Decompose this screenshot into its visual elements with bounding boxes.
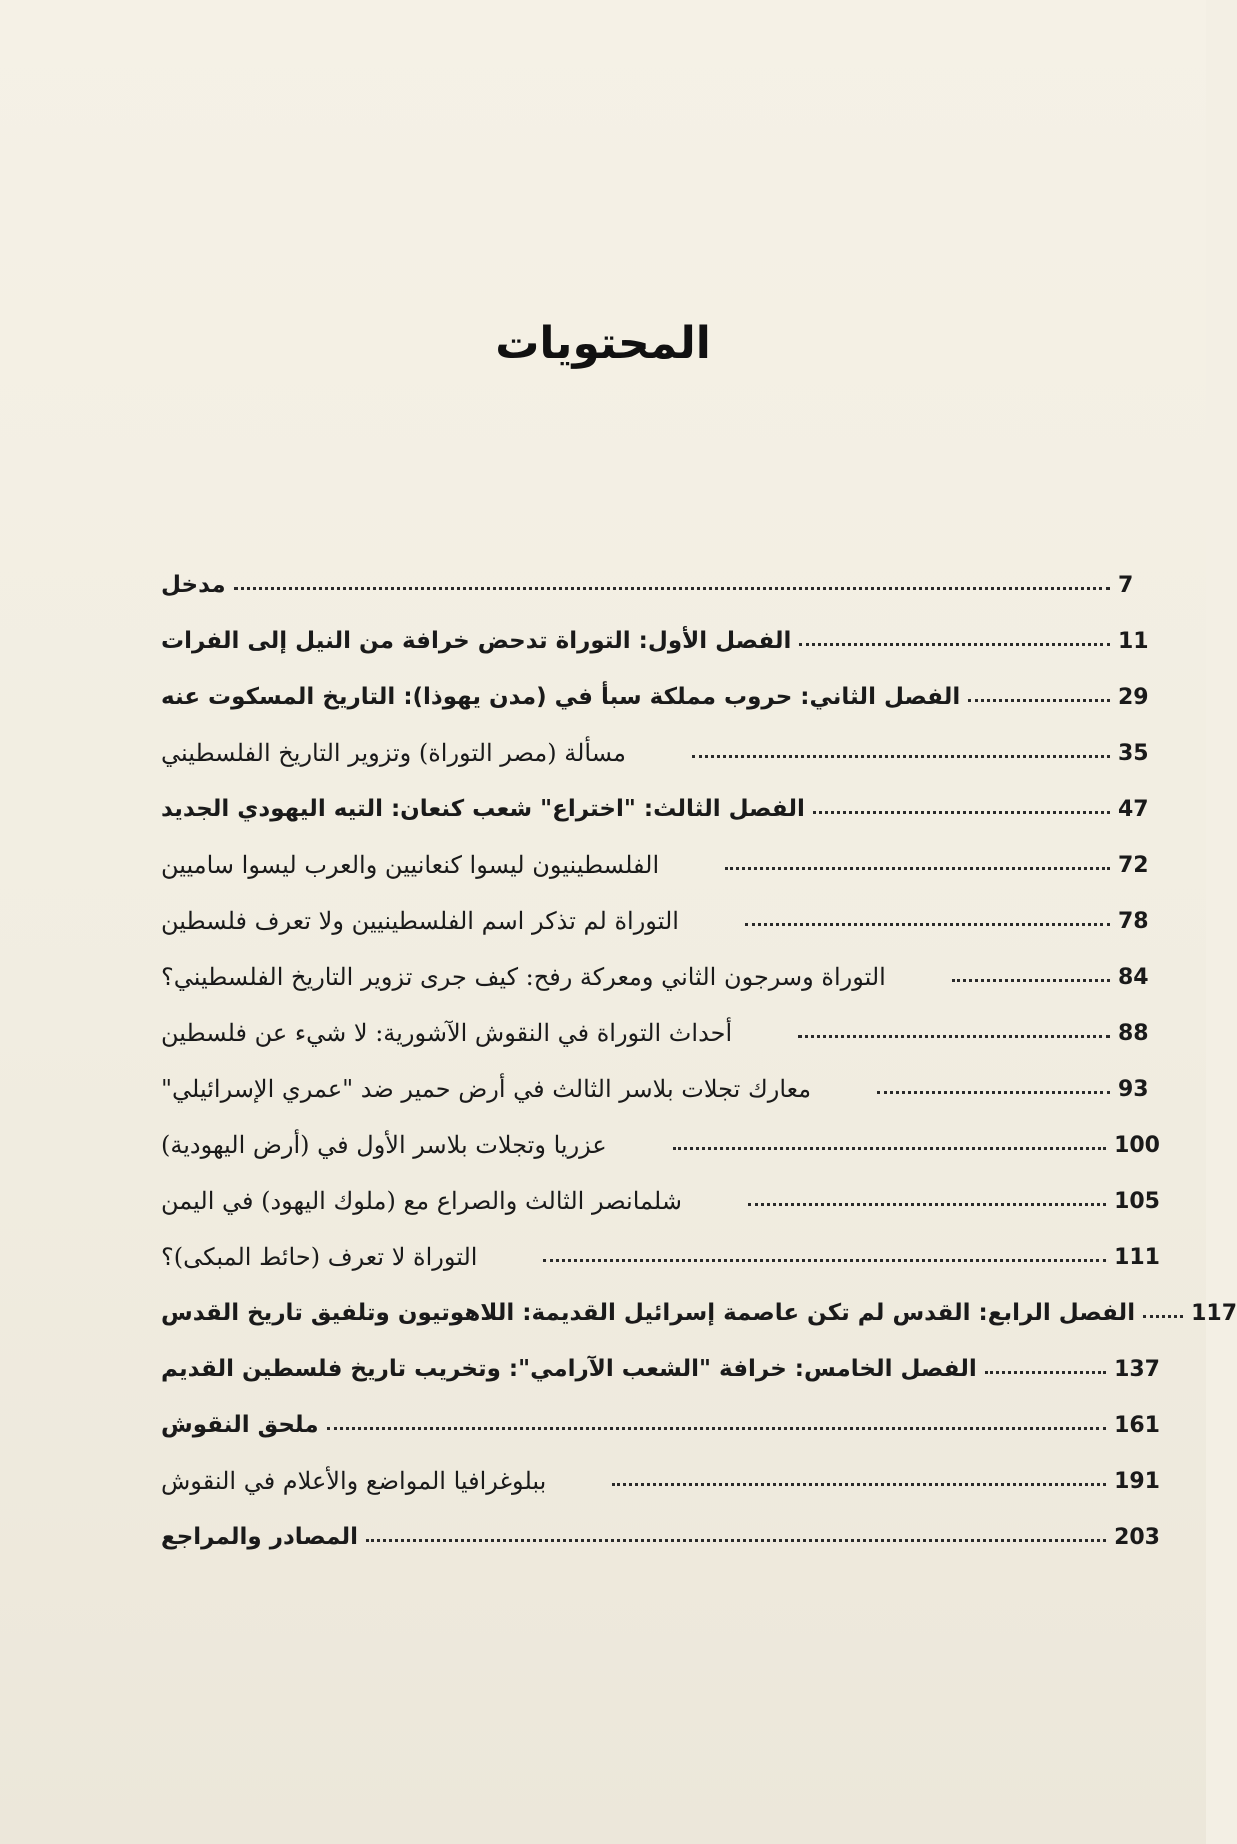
dot-leader — [952, 979, 1110, 982]
toc-entry-page-number: 47 — [1118, 796, 1149, 822]
toc-entry-title: التوراة لم تذكر اسم الفلسطينيين ولا تعرف فلسطين — [161, 907, 679, 935]
dot-leader — [799, 643, 1110, 646]
toc-entry-page-number: 11 — [1118, 628, 1149, 654]
dot-leader — [543, 1259, 1106, 1262]
toc-entry-page-number: 93 — [1118, 1076, 1149, 1102]
toc-entry — [155, 1341, 1160, 1397]
toc-entry — [155, 557, 1160, 613]
dot-leader — [725, 867, 1110, 870]
toc-entry-title: الفصل الأول: التوراة تدحض خرافة من النيل إلى الفرات — [161, 627, 792, 654]
toc-entry-title: الفلسطينيون ليسوا كنعانيين والعرب ليسوا ساميين — [161, 851, 660, 879]
dot-leader — [748, 1203, 1106, 1206]
dot-leader — [877, 1091, 1110, 1094]
toc-entry-page-number: 84 — [1118, 964, 1149, 990]
toc-entry-title: ملحق النقوش — [161, 1411, 319, 1438]
toc-entry — [155, 949, 1160, 1005]
toc-entry — [155, 1117, 1160, 1173]
toc-entry-title: التوراة لا تعرف (حائط المبكى)؟ — [161, 1243, 478, 1271]
toc-entry — [155, 1173, 1160, 1229]
dot-leader — [612, 1483, 1106, 1486]
table-of-contents — [155, 557, 1237, 1565]
toc-entry-page-number: 72 — [1118, 852, 1149, 878]
toc-entry-page-number: 35 — [1118, 740, 1149, 766]
toc-entry-title: المصادر والمراجع — [161, 1523, 359, 1550]
toc-entry-page-number: 111 — [1114, 1244, 1160, 1270]
toc-entry-title: الفصل الثالث: "اختراع" شعب كنعان: التيه اليهودي الجديد — [161, 795, 805, 822]
toc-entry — [155, 1453, 1160, 1509]
toc-entry — [155, 893, 1160, 949]
dot-leader — [327, 1427, 1106, 1430]
toc-entry-title: الفصل الثاني: حروب مملكة سبأ في (مدن يهوذا): التاريخ المسكوت عنه — [161, 683, 961, 710]
toc-entry — [155, 1285, 1237, 1341]
dot-leader — [745, 923, 1110, 926]
toc-entry-page-number: 88 — [1118, 1020, 1149, 1046]
toc-entry-title: الفصل الرابع: القدس لم تكن عاصمة إسرائيل القديمة: اللاهوتيون وتلفيق تاريخ القدس — [161, 1299, 1136, 1326]
toc-entry — [155, 1005, 1160, 1061]
toc-entry-page-number: 78 — [1118, 908, 1149, 934]
toc-entry-title: ببلوغرافيا المواضع والأعلام في النقوش — [161, 1467, 547, 1495]
toc-entry-page-number: 100 — [1114, 1132, 1160, 1158]
dot-leader — [366, 1539, 1106, 1542]
toc-entry — [155, 725, 1160, 781]
toc-entry — [155, 837, 1160, 893]
dot-leader — [673, 1147, 1106, 1150]
toc-entry-title: الفصل الخامس: خرافة "الشعب الآرامي": وتخريب تاريخ فلسطين القديم — [161, 1355, 977, 1382]
toc-entry-title: أحداث التوراة في النقوش الآشورية: لا شيء عن فلسطين — [161, 1019, 733, 1047]
dot-leader — [1143, 1315, 1183, 1318]
toc-entry-page-number: 203 — [1114, 1524, 1160, 1550]
dot-leader — [813, 811, 1110, 814]
toc-entry — [155, 1061, 1160, 1117]
toc-entry — [155, 669, 1160, 725]
dot-leader — [985, 1371, 1106, 1374]
toc-entry-title: التوراة وسرجون الثاني ومعركة رفح: كيف جرى تزوير التاريخ الفلسطيني؟ — [161, 963, 886, 991]
toc-entry-title: مدخل — [161, 571, 226, 598]
dot-leader — [798, 1035, 1110, 1038]
dot-leader — [968, 699, 1110, 702]
toc-entry-page-number: 29 — [1118, 684, 1149, 710]
toc-entry — [155, 1397, 1160, 1453]
toc-entry-page-number: 191 — [1114, 1468, 1160, 1494]
toc-entry-title: معارك تجلات بلاسر الثالث في أرض حمير ضد "عمري الإسرائيلي" — [161, 1075, 812, 1103]
toc-entry-page-number: 105 — [1114, 1188, 1160, 1214]
toc-entry-page-number: 7 — [1118, 572, 1134, 598]
toc-entry-title: شلمانصر الثالث والصراع مع (ملوك اليهود) في اليمن — [161, 1187, 682, 1215]
toc-entry-page-number: 161 — [1114, 1412, 1160, 1438]
toc-entry-page-number: 117 — [1191, 1300, 1237, 1326]
toc-entry-page-number: 137 — [1114, 1356, 1160, 1382]
dot-leader — [234, 587, 1110, 590]
dot-leader — [692, 755, 1110, 758]
toc-entry — [155, 1509, 1160, 1565]
toc-entry — [155, 613, 1160, 669]
toc-entry-title: عزريا وتجلات بلاسر الأول في (أرض اليهودية) — [161, 1131, 607, 1159]
toc-entry — [155, 781, 1160, 837]
toc-entry-title: مسألة (مصر التوراة) وتزوير التاريخ الفلسطيني — [161, 739, 626, 767]
toc-entry — [155, 1229, 1160, 1285]
page-title: المحتويات — [495, 318, 711, 369]
